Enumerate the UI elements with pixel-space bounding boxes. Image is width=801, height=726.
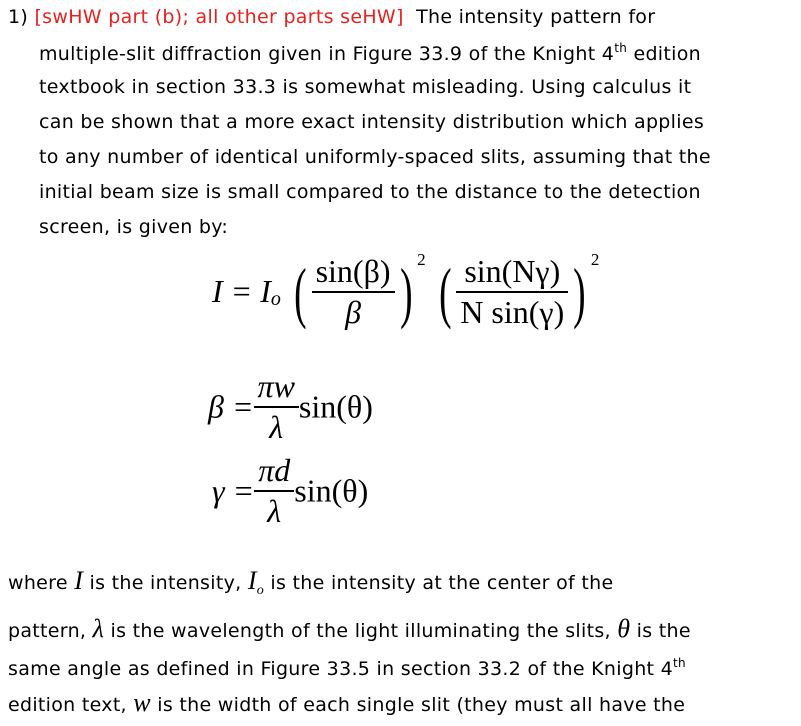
problem-line-7: screen, is given by: bbox=[39, 216, 229, 238]
definition-line-1 bbox=[8, 566, 613, 599]
exponent-2: 2 bbox=[590, 250, 600, 269]
fraction-sin-beta-numerator: sin(β) bbox=[312, 253, 395, 293]
intensity-lhs: I = I bbox=[212, 273, 271, 310]
problem-text-2: multiple-slit diffraction given in Figure 33.9 of the Knight 4 bbox=[39, 43, 615, 65]
gamma-fraction-denominator: λ bbox=[267, 493, 282, 529]
definition-text: same angle as defined in Figure 33.5 in section 33.2 of the Knight 4 bbox=[8, 658, 674, 680]
problem-line-6: initial beam size is small compared to the distance to the detection bbox=[39, 181, 701, 203]
exponent-1: 2 bbox=[417, 250, 426, 269]
beta-equation bbox=[208, 368, 373, 446]
fraction-sin-beta bbox=[312, 253, 395, 331]
intensity-lhs-sub: o bbox=[270, 288, 281, 310]
beta-fraction-denominator: λ bbox=[269, 409, 284, 445]
definition-text: edition text, bbox=[8, 694, 134, 716]
definition-text: where bbox=[8, 572, 75, 594]
fraction-sin-n-gamma-numerator: sin(Nγ) bbox=[456, 253, 568, 293]
problem-text-1: The intensity pattern for bbox=[416, 6, 656, 28]
problem-number: 1) bbox=[8, 6, 29, 28]
problem-line-4: can be shown that a more exact intensity distribution which applies bbox=[39, 111, 705, 133]
fraction-sin-beta-denominator: β bbox=[345, 293, 361, 330]
definition-text: is the wavelength of the light illuminating the slits, bbox=[104, 620, 618, 642]
symbol-center-intensity-sub: o bbox=[256, 582, 265, 598]
intensity-equation bbox=[212, 250, 599, 350]
gamma-rhs: sin(θ) bbox=[294, 472, 369, 509]
left-paren-1: ( bbox=[294, 253, 307, 330]
gamma-lhs: γ = bbox=[212, 472, 255, 509]
right-paren-1: ) bbox=[399, 253, 413, 330]
definition-text: is the width of each single slit (they must all have the bbox=[150, 694, 686, 716]
definition-text: is the intensity at the center of the bbox=[264, 572, 614, 594]
beta-fraction bbox=[254, 368, 299, 446]
symbol-center-intensity: I bbox=[247, 566, 257, 595]
gamma-equation bbox=[212, 452, 368, 530]
problem-text-2-tail: edition bbox=[627, 43, 701, 65]
beta-lhs: β = bbox=[208, 388, 254, 425]
gamma-fraction-numerator: πd bbox=[254, 452, 294, 492]
fraction-sin-n-gamma-denominator: N sin(γ) bbox=[460, 293, 565, 330]
symbol-slit-width: w bbox=[133, 688, 151, 717]
definition-line-4 bbox=[8, 688, 685, 718]
symbol-wavelength: λ bbox=[92, 614, 105, 643]
symbol-angle: θ bbox=[617, 614, 631, 643]
problem-line-3: textbook in section 33.3 is somewhat misleading. Using calculus it bbox=[39, 76, 692, 98]
definition-line-2 bbox=[8, 614, 691, 644]
definition-line-3 bbox=[8, 656, 686, 680]
beta-fraction-numerator: πw bbox=[254, 368, 299, 408]
problem-line-5: to any number of identical uniformly-spaced slits, assuming that the bbox=[39, 146, 711, 168]
right-paren-2: ) bbox=[573, 253, 586, 330]
gamma-fraction bbox=[254, 452, 294, 530]
symbol-intensity: I bbox=[74, 566, 84, 595]
definition-text: is the intensity, bbox=[83, 572, 248, 594]
problem-line-1 bbox=[8, 6, 655, 28]
problem-line-2 bbox=[39, 41, 701, 65]
definition-text: pattern, bbox=[8, 620, 93, 642]
superscript-th: th bbox=[673, 656, 686, 670]
fraction-sin-n-gamma bbox=[456, 253, 568, 331]
definition-text: is the bbox=[630, 620, 691, 642]
beta-rhs: sin(θ) bbox=[298, 388, 373, 425]
superscript-th: th bbox=[614, 41, 628, 55]
homework-tag: [swHW part (b); all other parts seHW] bbox=[34, 6, 404, 28]
left-paren-2: ( bbox=[438, 253, 452, 330]
